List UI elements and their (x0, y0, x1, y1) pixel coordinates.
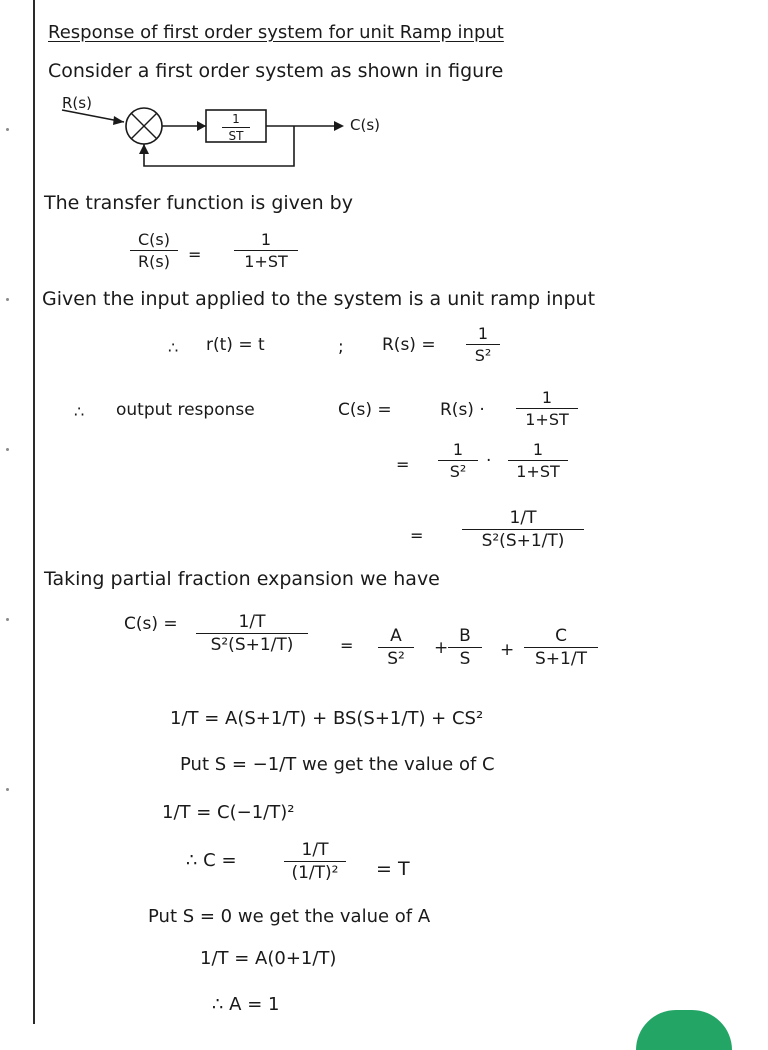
c-solution-frac: 1/T (1/T)² (284, 840, 346, 883)
pf-c-frac: C S+1/T (524, 626, 598, 669)
margin-dot (6, 618, 9, 621)
margin-dot (6, 788, 9, 791)
pf-plus-2: + (500, 640, 515, 660)
output-line1-frac: 1 1+ST (516, 388, 578, 429)
pf-lhs-frac: 1/T S²(S+1/T) (196, 612, 308, 655)
corner-badge (636, 1010, 732, 1050)
ramp-separator: ; (338, 337, 344, 357)
partial-fraction-text: Taking partial fraction expansion we have (44, 568, 440, 590)
output-eq2: = (396, 455, 410, 474)
input-text: Given the input applied to the system is a unit ramp input (42, 288, 596, 310)
put-a-text: Put S = 0 we get the value of A (148, 906, 431, 927)
tf-equals: = (188, 245, 202, 264)
output-line2-b: 1 1+ST (508, 440, 568, 481)
feedback-path (144, 126, 294, 166)
margin-line (33, 0, 35, 1024)
tf-lhs: C(s) R(s) (130, 230, 178, 271)
c-solution-result: = T (376, 858, 410, 880)
output-line2-dot: · (486, 451, 492, 471)
ramp-laplace-lhs: R(s) = (382, 335, 436, 355)
c-equation: 1/T = C(−1/T)² (162, 802, 295, 823)
page-heading: Response of first order system for unit Ramp input (48, 22, 504, 43)
input-arrowhead (113, 116, 124, 125)
ramp-therefore: ∴ (168, 338, 179, 357)
block-fraction: 1 ST (222, 112, 250, 143)
margin-dot (6, 128, 9, 131)
a-solution: ∴ A = 1 (212, 994, 280, 1015)
identity-equation: 1/T = A(S+1/T) + BS(S+1/T) + CS² (170, 708, 484, 729)
output-line1-rs: R(s) · (440, 400, 485, 420)
c-solution-prefix: ∴ C = (186, 850, 237, 871)
margin-dot (6, 298, 9, 301)
a-equation: 1/T = A(0+1/T) (200, 948, 337, 969)
output-arrowhead (334, 121, 344, 131)
pf-lhs: C(s) = (124, 614, 178, 634)
put-c-text: Put S = −1/T we get the value of C (180, 754, 495, 775)
diagram-input-label: R(s) (62, 94, 92, 112)
tf-rhs: 1 1+ST (234, 230, 298, 271)
output-eq3: = (410, 526, 424, 545)
ramp-time-domain: r(t) = t (206, 335, 265, 355)
output-therefore: ∴ (74, 402, 85, 421)
output-label: output response (116, 400, 255, 420)
margin-dot (6, 448, 9, 451)
output-lhs: C(s) = (338, 400, 392, 420)
diagram-output-label: C(s) (350, 116, 380, 134)
ramp-laplace-frac: 1 S² (466, 324, 500, 365)
output-line2-a: 1 S² (438, 440, 478, 481)
pf-equals: = (340, 636, 354, 655)
tf-text: The transfer function is given by (44, 192, 353, 214)
pf-plus-1: + (434, 638, 449, 658)
pf-b-frac: B S (448, 626, 482, 669)
intro-text: Consider a first order system as shown in figure (48, 60, 504, 82)
feedback-arrowhead (139, 144, 149, 154)
output-line3-frac: 1/T S²(S+1/T) (462, 508, 584, 551)
pf-a-frac: A S² (378, 626, 414, 669)
